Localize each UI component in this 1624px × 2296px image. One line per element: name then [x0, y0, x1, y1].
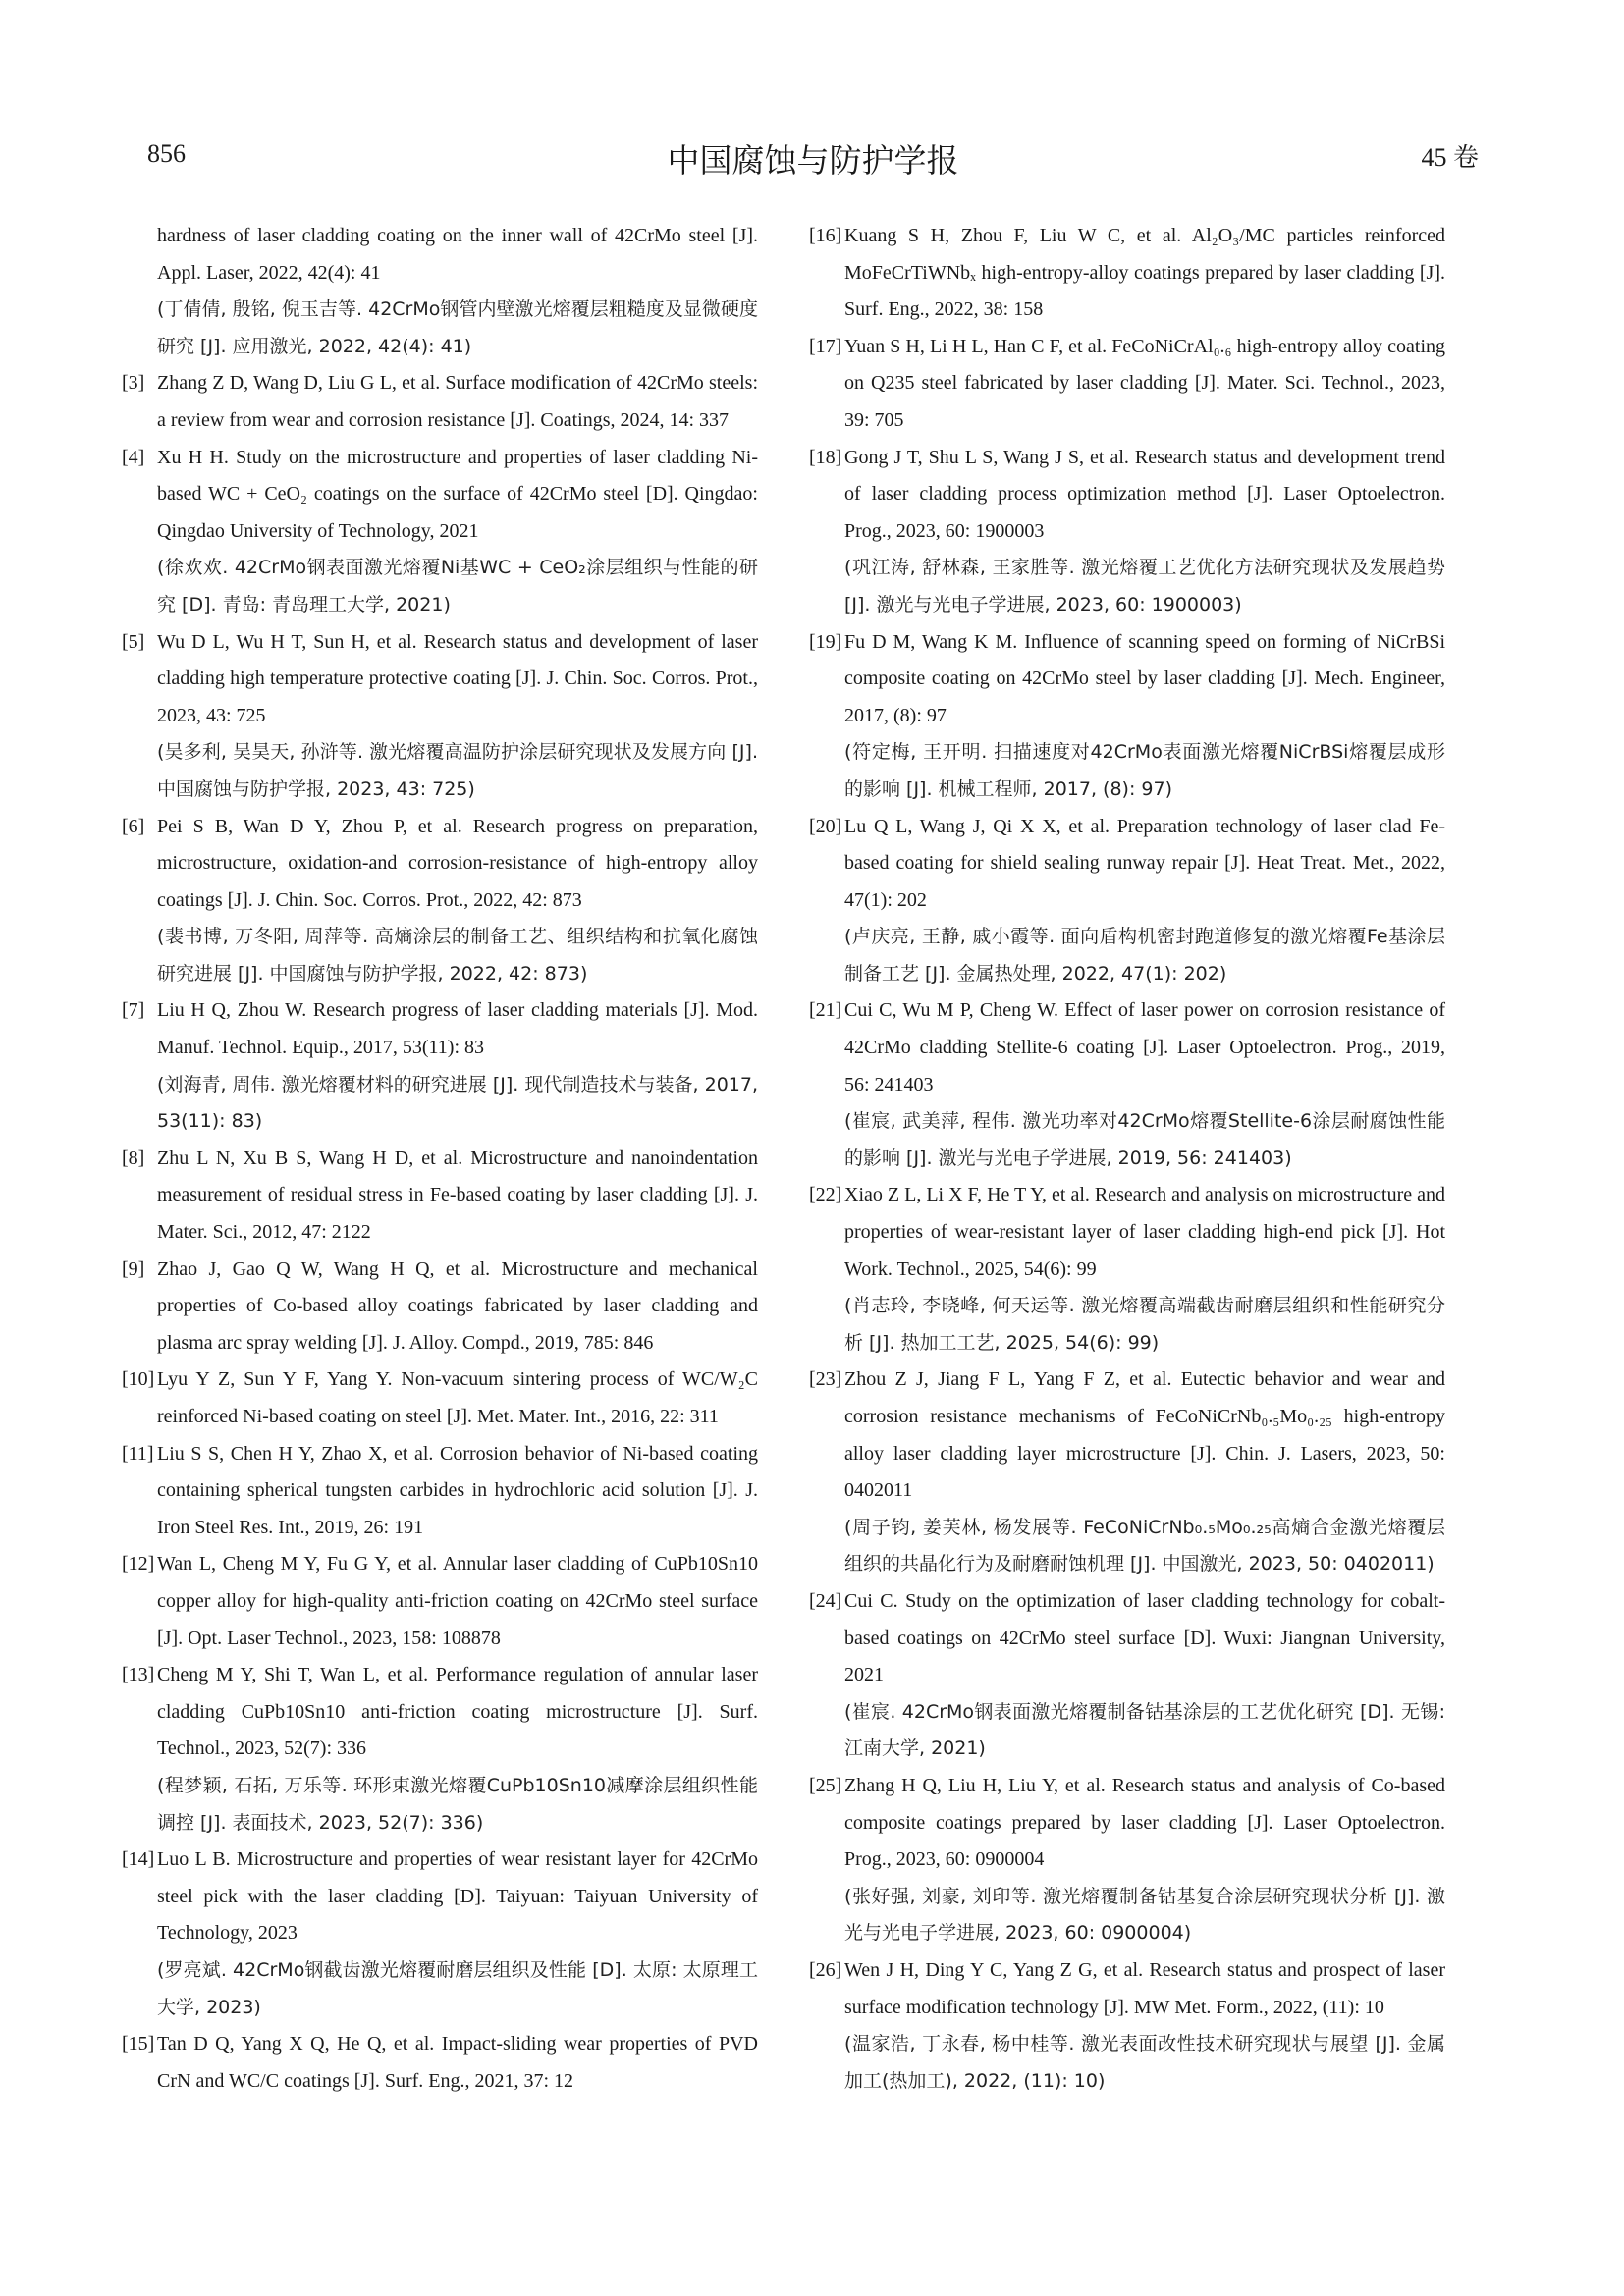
- reference-text-chinese: (温家浩, 丁永春, 杨中桂等. 激光表面改性技术研究现状与展望 [J]. 金属加工(热加工), 2022, (11): 10): [844, 2033, 1445, 2092]
- reference-entry: [122, 1252, 758, 1362]
- reference-entry: [122, 440, 758, 624]
- reference-text: Zhao J, Gao Q W, Wang H Q, et al. Microstructure and mechanical properties of Co-based alloy coatings fabricated by laser cladding and plasma arc spray welding [J]. J. Alloy. Compd., 2019, 785: 846: [157, 1257, 758, 1354]
- reference-entry: [809, 992, 1445, 1177]
- reference-number: [14]: [122, 1848, 155, 1871]
- reference-number: [4]: [122, 446, 145, 468]
- reference-text: Luo L B. Microstructure and properties of wear resistant layer for 42CrMo steel pick with the laser cladding [D]. Taiyuan: Taiyuan University of Technology, 2023: [157, 1848, 758, 1945]
- reference-number: [23]: [809, 1368, 842, 1391]
- reference-text-chinese: (肖志玲, 李晓峰, 何天运等. 激光熔覆高端截齿耐磨层组织和性能研究分析 [J]. 热加工工艺, 2025, 54(6): 99): [844, 1295, 1445, 1354]
- reference-text: Liu H Q, Zhou W. Research progress of laser cladding materials [J]. Mod. Manuf. Technol. Equip., 2017, 53(11): 83: [157, 999, 758, 1059]
- reference-text-chinese: (周子钧, 姜芙林, 杨发展等. FeCoNiCrNb₀.₅Mo₀.₂₅高熵合金激光熔覆层组织的共晶化行为及耐磨耐蚀机理 [J]. 中国激光, 2023, 50: 0402011): [844, 1516, 1445, 1575]
- reference-entry: [809, 624, 1445, 809]
- reference-number: [22]: [809, 1184, 842, 1206]
- reference-text: Pei S B, Wan D Y, Zhou P, et al. Research progress on preparation, microstructure, oxidation-and corrosion-resistance of high-entropy alloy coatings [J]. J. Chin. Soc. Corros. Prot., 2022, 42: 873: [157, 815, 758, 911]
- reference-text: Zhou Z J, Jiang F L, Yang F Z, et al. Eutectic behavior and wear and corrosion resistance mechanisms of FeCoNiCrNb₀.₅Mo₀.₂₅ high-entropy alloy laser cladding layer microstructure [J]. Chin. J. Lasers, 2023, 50: 0402011: [844, 1368, 1445, 1502]
- reference-number: [7]: [122, 999, 145, 1022]
- journal-title: 中国腐蚀与防护学报: [667, 141, 959, 180]
- reference-number: [13]: [122, 1664, 155, 1686]
- reference-entry: [122, 992, 758, 1140]
- reference-text: Zhang H Q, Liu H, Liu Y, et al. Research status and analysis of Co-based composite coatings prepared by laser cladding [J]. Laser Optoelectron. Prog., 2023, 60: 0900004: [844, 1774, 1445, 1871]
- reference-text-chinese: (张好强, 刘豪, 刘印等. 激光熔覆制备钴基复合涂层研究现状分析 [J]. 激光与光电子学进展, 2023, 60: 0900004): [844, 1885, 1445, 1945]
- reference-text: Lu Q L, Wang J, Qi X X, et al. Preparation technology of laser clad Fe-based coating for shield sealing runway repair [J]. Heat Treat. Met., 2022, 47(1): 202: [844, 815, 1445, 911]
- reference-entry: [122, 2026, 758, 2100]
- reference-entry: [122, 809, 758, 993]
- reference-text-chinese: (丁倩倩, 殷铭, 倪玉吉等. 42CrMo钢管内壁激光熔覆层粗糙度及显微硬度研究 [J]. 应用激光, 2022, 42(4): 41): [157, 298, 758, 357]
- reference-entry: [809, 218, 1445, 329]
- reference-text-chinese: (吴多利, 吴昊天, 孙浒等. 激光熔覆高温防护涂层研究现状及发展方向 [J]. 中国腐蚀与防护学报, 2023, 43: 725): [157, 741, 758, 800]
- reference-entry: [809, 440, 1445, 624]
- reference-text: Cui C. Study on the optimization of laser cladding technology for cobalt-based coatings on 42CrMo steel surface [D]. Wuxi: Jiangnan University, 2021: [844, 1589, 1445, 1686]
- reference-number: [18]: [809, 446, 842, 468]
- reference-text-chinese: (刘海青, 周伟. 激光熔覆材料的研究进展 [J]. 现代制造技术与装备, 2017, 53(11): 83): [157, 1073, 758, 1133]
- reference-number: [26]: [809, 1958, 842, 1981]
- reference-number: [20]: [809, 815, 842, 837]
- reference-entry: [122, 1842, 758, 2026]
- reference-number: [9]: [122, 1257, 145, 1280]
- reference-text-chinese: (巩江涛, 舒林森, 王家胜等. 激光熔覆工艺优化方法研究现状及发展趋势 [J]. 激光与光电子学进展, 2023, 60: 1900003): [844, 557, 1445, 615]
- page-number: 856: [147, 139, 186, 168]
- reference-text: Zhu L N, Xu B S, Wang H D, et al. Microstructure and nanoindentation measurement of residual stress in Fe-based coating by laser cladding [J]. J. Mater. Sci., 2012, 47: 2122: [157, 1147, 758, 1244]
- reference-text: Fu D M, Wang K M. Influence of scanning speed on forming of NiCrBSi composite coating on 42CrMo steel by laser cladding [J]. Mech. Engineer, 2017, (8): 97: [844, 630, 1445, 726]
- reference-text-chinese: (罗亮斌. 42CrMo钢截齿激光熔覆耐磨层组织及性能 [D]. 太原: 太原理工大学, 2023): [157, 1958, 758, 2018]
- reference-text-chinese: (崔宸. 42CrMo钢表面激光熔覆制备钴基涂层的工艺优化研究 [D]. 无锡: 江南大学, 2021): [844, 1700, 1445, 1760]
- reference-text: Liu S S, Chen H Y, Zhao X, et al. Corrosion behavior of Ni-based coating containing spherical tungsten carbides in hydrochloric acid solution [J]. J. Iron Steel Res. Int., 2019, 26: 191: [157, 1442, 758, 1538]
- reference-number: [16]: [809, 225, 842, 246]
- reference-entry: [122, 624, 758, 809]
- right-column: [809, 218, 1445, 2100]
- reference-number: [10]: [122, 1368, 155, 1391]
- reference-text: Zhang Z D, Wang D, Liu G L, et al. Surface modification of 42CrMo steels: a review from wear and corrosion resistance [J]. Coatings, 2024, 14: 337: [157, 372, 758, 431]
- reference-number: [21]: [809, 999, 842, 1022]
- reference-text: hardness of laser cladding coating on the inner wall of 42CrMo steel [J]. Appl. Laser, 2022, 42(4): 41: [157, 225, 758, 284]
- reference-entry: [809, 1583, 1445, 1768]
- reference-number: [12]: [122, 1553, 155, 1575]
- reference-entry: [809, 1362, 1445, 1583]
- reference-text-chinese: (崔宸, 武美萍, 程伟. 激光功率对42CrMo熔覆Stellite-6涂层耐腐蚀性能的影响 [J]. 激光与光电子学进展, 2019, 56: 241403): [844, 1110, 1445, 1169]
- reference-number: [17]: [809, 335, 842, 357]
- reference-number: [15]: [122, 2033, 155, 2056]
- reference-text-chinese: (裴书博, 万冬阳, 周萍等. 高熵涂层的制备工艺、组织结构和抗氧化腐蚀研究进展 [J]. 中国腐蚀与防护学报, 2022, 42: 873): [157, 926, 758, 985]
- reference-number: [24]: [809, 1589, 842, 1612]
- reference-number: [3]: [122, 372, 145, 395]
- reference-text: Wu D L, Wu H T, Sun H, et al. Research status and development of laser cladding high temperature protective coating [J]. J. Chin. Soc. Corros. Prot., 2023, 43: 725: [157, 630, 758, 726]
- reference-number: [19]: [809, 630, 842, 653]
- left-column: [122, 218, 758, 2100]
- reference-entry: [809, 329, 1445, 440]
- reference-text: Lyu Y Z, Sun Y F, Yang Y. Non-vacuum sintering process of WC/W₂C reinforced Ni-based coating on steel [J]. Met. Mater. Int., 2016, 22: 311: [157, 1368, 758, 1427]
- reference-entry: [122, 1362, 758, 1435]
- reference-entry: [809, 1177, 1445, 1362]
- reference-text-chinese: (符定梅, 王开明. 扫描速度对42CrMo表面激光熔覆NiCrBSi熔覆层成形的影响 [J]. 机械工程师, 2017, (8): 97): [844, 741, 1445, 800]
- reference-entry: [122, 1546, 758, 1657]
- reference-text: Wen J H, Ding Y C, Yang Z G, et al. Research status and prospect of laser surface modification technology [J]. MW Met. Form., 2022, (11): 10: [844, 1958, 1445, 2018]
- reference-text-chinese: (徐欢欢. 42CrMo钢表面激光熔覆Ni基WC + CeO₂涂层组织与性能的研究 [D]. 青岛: 青岛理工大学, 2021): [157, 557, 758, 615]
- reference-text: Kuang S H, Zhou F, Liu W C, et al. Al₂O₃/MC particles reinforced MoFeCrTiWNbₓ high-entropy-alloy coatings prepared by laser cladding [J]. Surf. Eng., 2022, 38: 158: [844, 225, 1445, 321]
- reference-number: [8]: [122, 1147, 145, 1169]
- reference-text-chinese: (程梦颖, 石拓, 万乐等. 环形束激光熔覆CuPb10Sn10减摩涂层组织性能调控 [J]. 表面技术, 2023, 52(7): 336): [157, 1774, 758, 1834]
- reference-text: Tan D Q, Yang X Q, He Q, et al. Impact-sliding wear properties of PVD CrN and WC/C coatings [J]. Surf. Eng., 2021, 37: 12: [157, 2033, 758, 2092]
- reference-entry: [122, 1436, 758, 1547]
- reference-number: [5]: [122, 630, 145, 653]
- reference-entry: [809, 809, 1445, 993]
- reference-text: Xiao Z L, Li X F, He T Y, et al. Research and analysis on microstructure and properties of wear-resistant layer of laser cladding high-end pick [J]. Hot Work. Technol., 2025, 54(6): 99: [844, 1184, 1445, 1280]
- reference-text: Gong J T, Shu L S, Wang J S, et al. Research status and development trend of laser cladding process optimization method [J]. Laser Optoelectron. Prog., 2023, 60: 1900003: [844, 446, 1445, 542]
- reference-text: Xu H H. Study on the microstructure and properties of laser cladding Ni-based WC + CeO₂ coatings on the surface of 42CrMo steel [D]. Qingdao: Qingdao University of Technology, 2021: [157, 446, 758, 542]
- reference-text: Cheng M Y, Shi T, Wan L, et al. Performance regulation of annular laser cladding CuPb10Sn10 anti-friction coating microstructure [J]. Surf. Technol., 2023, 52(7): 336: [157, 1664, 758, 1760]
- reference-entry: [157, 218, 758, 365]
- reference-text: Wan L, Cheng M Y, Fu G Y, et al. Annular laser cladding of CuPb10Sn10 copper alloy for high-quality anti-friction coating on 42CrMo steel surface [J]. Opt. Laser Technol., 2023, 158: 108878: [157, 1553, 758, 1649]
- page-header: [147, 139, 1479, 185]
- reference-number: [25]: [809, 1774, 842, 1796]
- reference-text: Yuan S H, Li H L, Han C F, et al. FeCoNiCrAl₀.₆ high-entropy alloy coating on Q235 steel fabricated by laser cladding [J]. Mater. Sci. Technol., 2023, 39: 705: [844, 335, 1445, 431]
- reference-number: [11]: [122, 1442, 154, 1465]
- reference-entry: [809, 1952, 1445, 2100]
- volume-label: 45 卷: [1421, 143, 1479, 172]
- reference-entry: [122, 1141, 758, 1252]
- reference-number: [6]: [122, 815, 145, 837]
- reference-entry: [122, 365, 758, 439]
- reference-entry: [809, 1768, 1445, 1952]
- reference-entry: [122, 1657, 758, 1842]
- reference-text-chinese: (卢庆亮, 王静, 戚小霞等. 面向盾构机密封跑道修复的激光熔覆Fe基涂层制备工艺 [J]. 金属热处理, 2022, 47(1): 202): [844, 926, 1445, 985]
- reference-text: Cui C, Wu M P, Cheng W. Effect of laser power on corrosion resistance of 42CrMo cladding Stellite-6 coating [J]. Laser Optoelectron. Prog., 2019, 56: 241403: [844, 999, 1445, 1095]
